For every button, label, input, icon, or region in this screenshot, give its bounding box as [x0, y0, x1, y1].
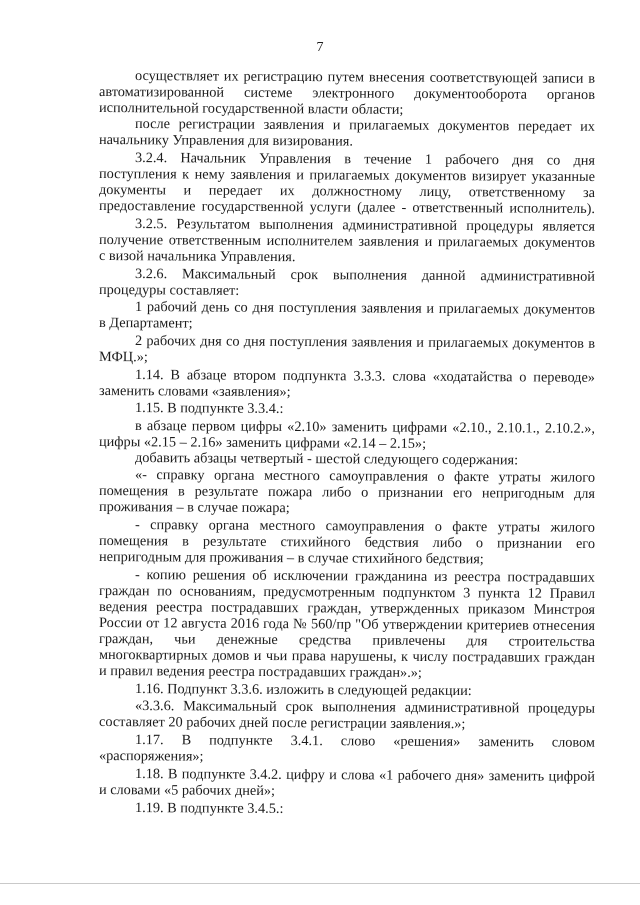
text-line: цифры «2.15 – 2.16» заменить цифрами «2.14 – 2.15»;: [98, 434, 427, 452]
text-line: граждан по основаниям, предусмотренным подпунктом 3 пункта 12 Правил: [98, 583, 596, 603]
text-line: непригодным для проживания – в случае стихийного бедствия;: [98, 549, 484, 568]
text-line: 3.2.4. Начальник Управления в течение 1 рабочего дня со дня: [134, 150, 596, 169]
text-line: «3.3.6. Максимальный срок выполнения административной процедуры: [134, 698, 596, 717]
text-line: граждан, чьи денежные средства привлечены для строительства: [98, 631, 596, 651]
text-line: исполнительной государственной власти области;: [98, 100, 404, 118]
text-line: 3.2.5. Результатом выполнения административной процедуры является: [134, 216, 596, 235]
text-line: - копию решения об исключении гражданина из реестра пострадавших: [134, 567, 596, 586]
scan-edge-divider: [0, 883, 640, 884]
text-line: ведения реестра пострадавших граждан, утвержденных приказом Минстроя: [98, 599, 596, 619]
text-line: составляет 20 рабочих дней после регистрации заявления.»;: [98, 714, 466, 733]
text-line: помещения в результате стихийного бедствия либо о признании его: [98, 533, 596, 553]
text-line: «распоряжения»;: [98, 748, 204, 765]
text-line: в Департамент;: [98, 315, 193, 332]
text-line: России от 12 августа 2016 года № 560/пр "Об утверждении критериев отнесения: [98, 615, 596, 635]
text-line: 2 рабочих дня со дня поступления заявления и прилагаемых документов в: [134, 333, 596, 352]
page-number: 7: [316, 40, 324, 55]
text-line: заменить словами «заявления»;: [98, 383, 291, 401]
text-line: осуществляет их регистрацию путем внесения соответствующей записи в: [134, 68, 596, 87]
text-line: процедуры составляет:: [98, 282, 240, 299]
text-line: получение ответственным исполнителем заявления и прилагаемых документов: [98, 232, 596, 252]
text-line: 1 рабочий день со дня поступления заявления и прилагаемых документов: [134, 299, 596, 318]
text-line: 1.16. Подпункт 3.3.6. изложить в следующей редакции:: [134, 681, 472, 700]
text-line: проживания – в случае пожара;: [98, 499, 290, 517]
text-line: 1.17. В подпункте 3.4.1. слово «решения» заменить словом: [134, 732, 596, 751]
text-line: 1.15. В подпункте 3.3.4.:: [134, 400, 284, 417]
text-line: помещения в результате пожара либо о признании его непригодным для: [98, 483, 596, 503]
text-line: документы и передает их должностному лицу, ответственному за: [98, 182, 596, 202]
text-line: МФЦ.»;: [98, 349, 148, 366]
text-line: и словами «5 рабочих дней»;: [98, 782, 276, 800]
text-line: после регистрации заявления и прилагаемых документов передает их: [134, 116, 596, 135]
text-line: 1.19. В подпункте 3.4.5.:: [134, 800, 284, 817]
text-line: 3.2.6. Максимальный срок выполнения данной административной: [134, 266, 596, 285]
text-line: поступления к нему заявления и прилагаемых документов визирует указанные: [98, 166, 596, 186]
text-line: многоквартирных домов и чьи права нарушены, к числу пострадавших граждан: [98, 647, 596, 667]
text-line: «- справку органа местного самоуправления о факте утраты жилого: [134, 467, 596, 486]
text-line: с визой начальника Управления.: [98, 248, 296, 266]
text-line: автоматизированной системе электронного документооборота органов: [98, 84, 596, 104]
text-line: 1.18. В подпункте 3.4.2. цифру и слова «1 рабочего дня» заменить цифрой: [134, 766, 596, 785]
text-line: начальнику Управления для визирования.: [98, 132, 353, 150]
text-line: - справку органа местного самоуправления о факте утраты жилого: [134, 517, 596, 536]
text-line: добавить абзацы четвертый - шестой следующего содержания:: [134, 450, 519, 469]
text-line: и правил ведения реестра пострадавших граждан».»;: [98, 663, 422, 681]
text-line: предоставление государственной услуги (далее - ответственный исполнитель).: [98, 198, 596, 218]
text-line: 1.14. В абзаце втором подпункта 3.3.3. слова «ходатайства о переводе»: [134, 367, 596, 386]
text-line: в абзаце первом цифры «2.10» заменить цифрами «2.10., 2.10.1., 2.10.2.»,: [134, 418, 596, 437]
